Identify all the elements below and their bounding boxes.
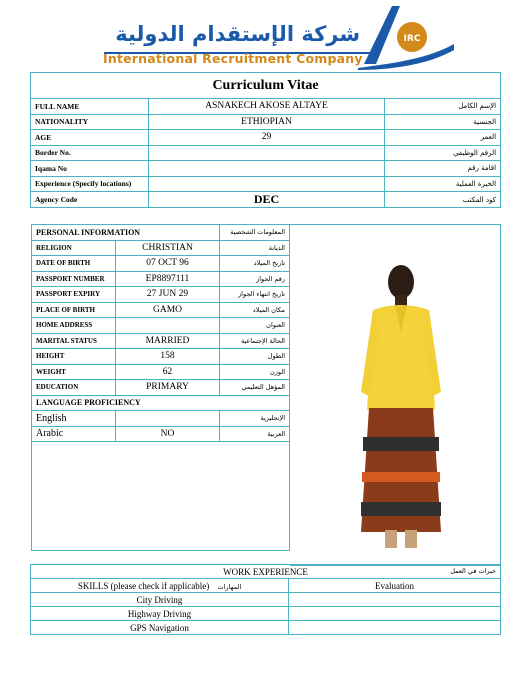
skill-name: Highway Driving: [31, 607, 289, 621]
passport-number-value: EP8897111: [116, 271, 220, 287]
arabic-value: NO: [116, 426, 220, 442]
row-label-arabic: الحالة الإجتماعية: [220, 333, 290, 349]
nationality-value: ETHIOPIAN: [149, 114, 385, 130]
table-row: [32, 364, 290, 380]
row-label: FULL NAME: [31, 99, 149, 115]
row-label-arabic: الإسم الكامل: [385, 99, 501, 115]
row-label-arabic: تاريخ انتهاء الجواز: [220, 287, 290, 303]
cv-title-row: [31, 73, 501, 99]
row-label: PASSPORT EXPIRY: [32, 287, 116, 303]
language-proficiency-title: LANGUAGE PROFICIENCY: [32, 395, 290, 411]
table-row: [32, 256, 290, 272]
table-row: [31, 593, 501, 607]
row-label-arabic: تاريخ الميلاد: [220, 256, 290, 272]
table-row: [31, 99, 501, 115]
table-row: [32, 411, 290, 427]
height-value: 158: [116, 349, 220, 365]
experience-value: [149, 176, 385, 192]
table-row: [31, 114, 501, 130]
skill-evaluation-cell[interactable]: [289, 621, 501, 635]
row-label-arabic: المؤهل التعليمي: [220, 380, 290, 396]
marital-status-value: MARRIED: [116, 333, 220, 349]
row-label-arabic: رقم الجواز: [220, 271, 290, 287]
table-row: [31, 145, 501, 161]
table-row: [31, 161, 501, 177]
skills-title-arabic: المهارات: [217, 582, 242, 591]
row-label: WEIGHT: [32, 364, 116, 380]
personal-info-title-arabic: المعلومات الشخصية: [220, 225, 290, 241]
logo-initials: IRC: [403, 34, 421, 44]
language-name-arabic: العربية: [220, 426, 290, 442]
home-address-value: [116, 318, 220, 334]
table-row: [32, 271, 290, 287]
table-row: [31, 176, 501, 192]
weight-value: 62: [116, 364, 220, 380]
date-of-birth-value: 07 OCT 96: [116, 256, 220, 272]
personal-info-title: PERSONAL INFORMATION: [32, 225, 220, 241]
row-label-arabic: الرقم الوظيفي: [385, 145, 501, 161]
row-label-arabic: مكان الميلاد: [220, 302, 290, 318]
religion-value: CHRISTIAN: [116, 240, 220, 256]
row-label-arabic: الجنسية: [385, 114, 501, 130]
work-experience-title-arabic: خبرات في العمل: [450, 567, 496, 575]
table-row: [32, 333, 290, 349]
work-experience-title: WORK EXPERIENCE: [223, 566, 308, 577]
row-label: MARITAL STATUS: [32, 333, 116, 349]
logo-emblem-icon: [356, 4, 456, 70]
table-row: [31, 192, 501, 208]
skills-header-row: [31, 579, 501, 593]
blank-row: [32, 442, 290, 551]
section-header-row: [32, 225, 290, 241]
row-label-arabic: الخبرة العملية: [385, 176, 501, 192]
row-label-arabic: الديانة: [220, 240, 290, 256]
company-name-english: International Recruitment Company: [103, 51, 363, 66]
border-no-value: [149, 145, 385, 161]
skill-evaluation-cell[interactable]: [289, 607, 501, 621]
table-row: [32, 302, 290, 318]
row-label: HOME ADDRESS: [32, 318, 116, 334]
row-label: Iqama No: [31, 161, 149, 177]
row-label: PASSPORT NUMBER: [32, 271, 116, 287]
language-name-arabic: الإنجليزية: [220, 411, 290, 427]
language-name: Arabic: [32, 426, 116, 442]
age-value: 29: [149, 130, 385, 146]
table-row: [31, 607, 501, 621]
row-label: Agency Code: [31, 192, 149, 208]
english-value: [116, 411, 220, 427]
passport-expiry-value: 27 JUN 29: [116, 287, 220, 303]
row-label-arabic: اقامة رقم: [385, 161, 501, 177]
section-header-row: [31, 565, 501, 579]
blank-cell: [32, 442, 290, 551]
company-logo: [0, 0, 531, 70]
cv-summary-table: [30, 72, 501, 208]
skill-name: City Driving: [31, 593, 289, 607]
row-label: PLACE OF BIRTH: [32, 302, 116, 318]
language-name: English: [32, 411, 116, 427]
table-row: [31, 621, 501, 635]
work-experience-header: [31, 565, 501, 579]
education-value: PRIMARY: [116, 380, 220, 396]
row-label-arabic: الطول: [220, 349, 290, 365]
personal-information-table: [31, 224, 290, 551]
table-row: [32, 380, 290, 396]
evaluation-header: Evaluation: [289, 579, 501, 593]
table-row: [32, 318, 290, 334]
skills-header: [31, 579, 289, 593]
table-row: [32, 240, 290, 256]
row-label: RELIGION: [32, 240, 116, 256]
skill-evaluation-cell[interactable]: [289, 593, 501, 607]
table-row: [31, 130, 501, 146]
row-label: EDUCATION: [32, 380, 116, 396]
table-row: [32, 287, 290, 303]
full-name-value: ASNAKECH AKOSE ALTAYE: [149, 99, 385, 115]
row-label: Experience (Specify locations): [31, 176, 149, 192]
row-label-arabic: الوزن: [220, 364, 290, 380]
cv-title: Curriculum Vitae: [31, 73, 501, 99]
table-row: [32, 426, 290, 442]
skills-title: SKILLS (please check if applicable): [77, 580, 210, 591]
section-header-row: [32, 395, 290, 411]
row-label-arabic: العمر: [385, 130, 501, 146]
row-label: DATE OF BIRTH: [32, 256, 116, 272]
candidate-photo: [355, 262, 447, 554]
row-label: HEIGHT: [32, 349, 116, 365]
row-label-arabic: العنوان: [220, 318, 290, 334]
row-label: Border No.: [31, 145, 149, 161]
work-experience-table: [30, 564, 501, 635]
skill-name: GPS Navigation: [31, 621, 289, 635]
agency-code-value: DEC: [149, 192, 385, 208]
row-label: NATIONALITY: [31, 114, 149, 130]
iqama-no-value: [149, 161, 385, 177]
company-name-arabic: شركة الإستقدام الدولية: [115, 22, 360, 46]
table-row: [32, 349, 290, 365]
place-of-birth-value: GAMO: [116, 302, 220, 318]
row-label-arabic: كود المكتب: [385, 192, 501, 208]
row-label: AGE: [31, 130, 149, 146]
